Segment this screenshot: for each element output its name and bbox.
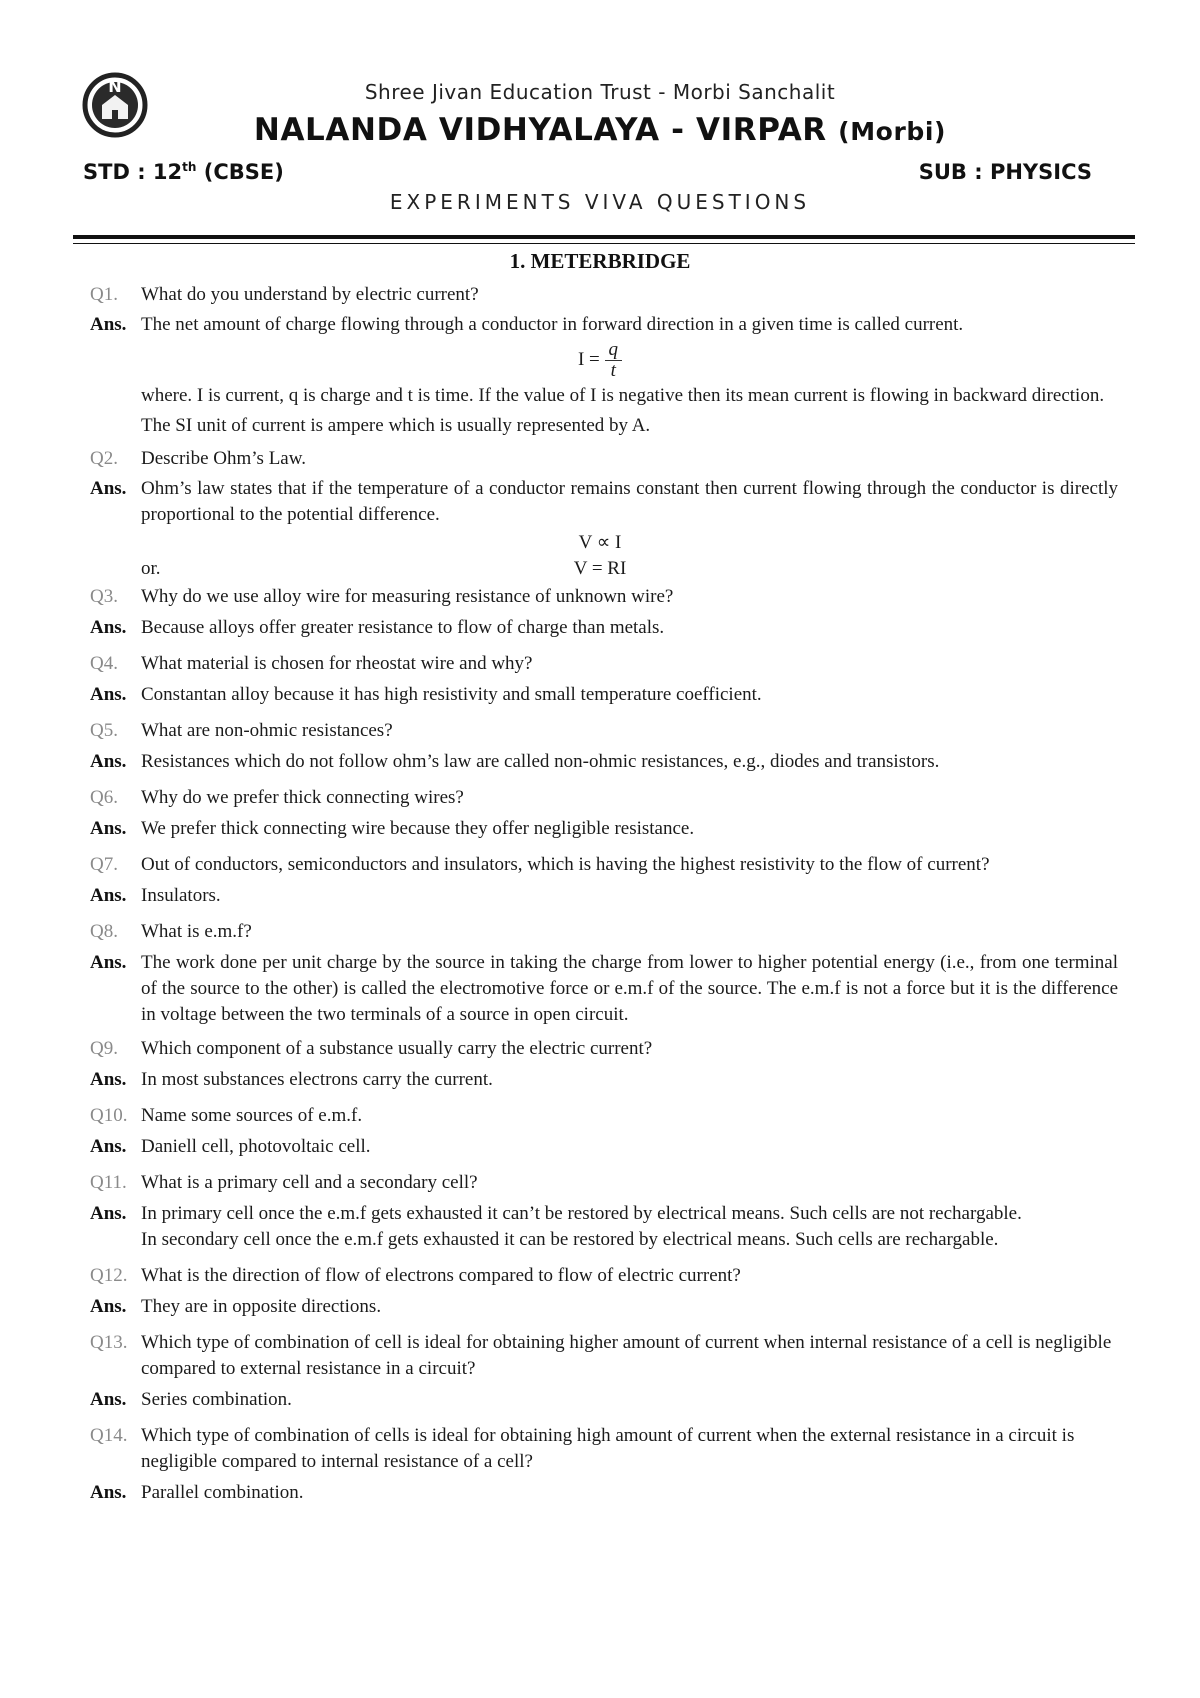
answer-text: In most substances electrons carry the current. xyxy=(141,1069,493,1090)
ohm-equation xyxy=(0,556,1200,582)
question-number: Q7. xyxy=(90,854,118,875)
header-rule-thin xyxy=(73,243,1135,244)
school-city: (Morbi) xyxy=(838,117,947,146)
formula-fraction xyxy=(605,340,623,381)
school-title: NALANDA VIDHYALAYA - VIRPAR xyxy=(253,112,827,148)
answer xyxy=(0,476,1200,528)
header-rule-thick xyxy=(73,235,1135,239)
question-number: Q8. xyxy=(90,921,118,942)
question xyxy=(0,651,1200,677)
answer-text-continued: The SI unit of current is ampere which is usually represented by A. xyxy=(141,415,651,436)
answer-text: Because alloys offer greater resistance to flow of charge than metals. xyxy=(141,617,665,638)
question-text: What do you understand by electric current? xyxy=(141,284,479,305)
logo-letter: N xyxy=(108,77,122,96)
answer-label: Ans. xyxy=(90,1296,127,1317)
formula-numerator: q xyxy=(605,340,623,361)
answer-label: Ans. xyxy=(90,617,127,638)
answer xyxy=(0,816,1200,842)
subject: SUB : PHYSICS xyxy=(918,160,1092,184)
question-text: What are non-ohmic resistances? xyxy=(141,720,393,741)
question-text: Why do we use alloy wire for measuring resistance of unknown wire? xyxy=(141,586,674,607)
answer-label: Ans. xyxy=(90,952,127,973)
answer-text: Parallel combination. xyxy=(141,1482,304,1503)
answer xyxy=(0,749,1200,775)
answer-text: Series combination. xyxy=(141,1389,292,1410)
qa-list xyxy=(0,282,1200,1506)
std-sup: th xyxy=(182,160,197,174)
answer-text: The net amount of charge flowing through a conductor in forward direction in a given time is called current. xyxy=(141,314,964,335)
answer-label: Ans. xyxy=(90,818,127,839)
ohm-proportionality xyxy=(0,530,1200,556)
answer-label: Ans. xyxy=(90,1136,127,1157)
answer-text: We prefer thick connecting wire because they offer negligible resistance. xyxy=(141,818,695,839)
question xyxy=(0,1036,1200,1062)
answer-text-continued: In secondary cell once the e.m.f gets exhausted it can be restored by electrical means. Such cells are rechargable. xyxy=(141,1229,999,1250)
question-text: What is the direction of flow of electrons compared to flow of electric current? xyxy=(141,1265,741,1286)
question-text: Which component of a substance usually carry the electric current? xyxy=(141,1038,653,1059)
answer-text-continued: where. I is current, q is charge and t is time. If the value of I is negative then its mean current is flowing in backward direction. xyxy=(141,385,1105,406)
question-text: Describe Ohm’s Law. xyxy=(141,448,306,469)
std-suffix: (CBSE) xyxy=(196,160,284,184)
document-title: EXPERIMENTS VIVA QUESTIONS xyxy=(389,190,811,214)
question xyxy=(0,1330,1200,1382)
answer-text: Insulators. xyxy=(141,885,221,906)
question-number: Q3. xyxy=(90,586,118,607)
std-prefix: STD : 12 xyxy=(83,160,183,184)
question-text: What is e.m.f? xyxy=(141,921,252,942)
equation-proportional: V ∝ I xyxy=(578,532,622,553)
answer-text: Resistances which do not follow ohm’s law are called non-ohmic resistances, e.g., diodes and transistors. xyxy=(141,751,940,772)
question-text: Which type of combination of cell is ideal for obtaining higher amount of current when internal resistance of a cell is negligible compared to external resistance in a circuit? xyxy=(141,1332,1112,1379)
question-number: Q6. xyxy=(90,787,118,808)
formula-denominator: t xyxy=(610,360,616,381)
question-text: Why do we prefer thick connecting wires? xyxy=(141,787,464,808)
answer xyxy=(0,1067,1200,1093)
question xyxy=(0,785,1200,811)
answer-text: In primary cell once the e.m.f gets exhausted it can’t be restored by electrical means. Such cells are not rechargable. xyxy=(141,1203,1022,1224)
question-number: Q2. xyxy=(90,448,118,469)
question-text: Which type of combination of cells is ideal for obtaining high amount of current when the external resistance in a circuit is negligible compared to internal resistance of a cell? xyxy=(141,1425,1075,1472)
question xyxy=(0,1423,1200,1475)
question xyxy=(0,1263,1200,1289)
question xyxy=(0,584,1200,610)
answer-text: Daniell cell, photovoltaic cell. xyxy=(141,1136,371,1157)
question xyxy=(0,282,1200,308)
question-text: Out of conductors, semiconductors and insulators, which is having the highest resistivity to the flow of current? xyxy=(141,854,990,875)
answer xyxy=(0,312,1200,338)
answer-label: Ans. xyxy=(90,1482,127,1503)
answer xyxy=(0,615,1200,641)
answer xyxy=(0,1134,1200,1160)
answer xyxy=(0,682,1200,708)
answer-text: The work done per unit charge by the source in taking the charge from lower to higher potential energy (i.e., from one terminal of the source to the other) is called the electromotive force or e.m.f of the source. The e.m.f is not a force but it is the difference in voltage between the two terminals of a source in open circuit. xyxy=(141,952,1118,1025)
answer xyxy=(0,883,1200,909)
equation-ohm: V = RI xyxy=(573,558,627,579)
question-number: Q14. xyxy=(90,1425,128,1446)
equation-prefix: or. xyxy=(141,558,161,579)
question-text: Name some sources of e.m.f. xyxy=(141,1105,363,1126)
answer xyxy=(0,1480,1200,1506)
question xyxy=(0,919,1200,945)
answer-label: Ans. xyxy=(90,684,127,705)
question-text: What is a primary cell and a secondary cell? xyxy=(141,1172,478,1193)
school-name xyxy=(0,112,1200,148)
answer xyxy=(0,1201,1200,1227)
question-text: What material is chosen for rheostat wire and why? xyxy=(141,653,533,674)
trust-name: Shree Jivan Education Trust - Morbi Sanchalit xyxy=(364,80,836,104)
question-number: Q11. xyxy=(90,1172,127,1193)
question-number: Q10. xyxy=(90,1105,128,1126)
answer-label: Ans. xyxy=(90,751,127,772)
question xyxy=(0,852,1200,878)
question-number: Q13. xyxy=(90,1332,128,1353)
standard xyxy=(83,160,284,184)
answer-text: They are in opposite directions. xyxy=(141,1296,382,1317)
answer-label: Ans. xyxy=(90,1389,127,1410)
current-formula xyxy=(0,340,1200,381)
question-number: Q12. xyxy=(90,1265,128,1286)
answer-text: Constantan alloy because it has high resistivity and small temperature coefficient. xyxy=(141,684,762,705)
answer-label: Ans. xyxy=(90,885,127,906)
answer xyxy=(0,1387,1200,1413)
question xyxy=(0,718,1200,744)
question xyxy=(0,446,1200,472)
answer-text: Ohm’s law states that if the temperature of a conductor remains constant then current flowing through the conductor is directly proportional to the potential difference. xyxy=(141,478,1118,525)
answer-label: Ans. xyxy=(90,478,127,499)
question xyxy=(0,1103,1200,1129)
formula-lhs: I = xyxy=(577,348,600,370)
answer-label: Ans. xyxy=(90,314,127,335)
answer xyxy=(0,1294,1200,1320)
section-title: 1. METERBRIDGE xyxy=(509,249,691,273)
question-number: Q9. xyxy=(90,1038,118,1059)
question-number: Q4. xyxy=(90,653,118,674)
answer xyxy=(0,950,1200,1028)
question-number: Q5. xyxy=(90,720,118,741)
answer-label: Ans. xyxy=(90,1203,127,1224)
question xyxy=(0,1170,1200,1196)
answer-label: Ans. xyxy=(90,1069,127,1090)
question-number: Q1. xyxy=(90,284,118,305)
